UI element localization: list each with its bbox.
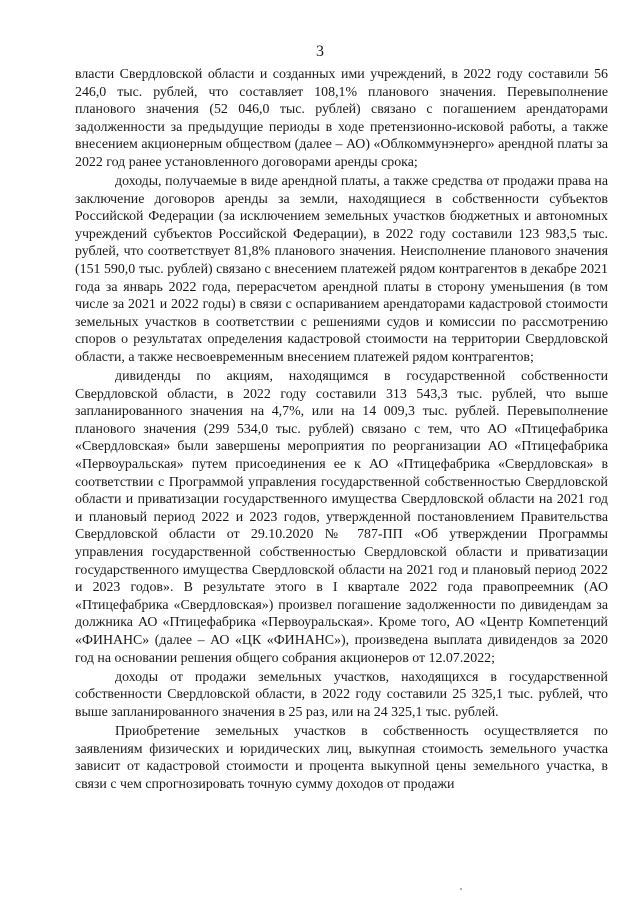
- paragraph-land-sales: доходы от продажи земельных участков, находящихся в государственной собственности Свердловской области, в 2022 году составили 25 325,1 тыс. рублей, что выше запланированного значения в 25 раз, или на 24 325,1 тыс. рублей.: [75, 669, 608, 720]
- page-number: 3: [316, 43, 324, 60]
- scan-speck: [460, 888, 462, 890]
- paragraph-land-acquisition: Приобретение земельных участков в собственность осуществляется по заявлениям физических и юридических лиц, выкупная стоимость земельного участка зависит от кадастровой стоимости и процента выкупной цены земельного участка, в связи с чем спрогнозировать точную сумму доходов от продажи: [75, 723, 608, 792]
- document-body: [75, 66, 608, 795]
- paragraph-continuation: власти Свердловской области и созданных ими учреждений, в 2022 году составили 56 246,0 тыс. рублей, что составляет 108,1% планового значения. Перевыполнение планового значения (52 046,0 тыс. рублей) связано с погашением арендаторами задолженности за предыдущие периоды в ходе претензионно-исковой работы, а также внесением акционерным обществом (далее – АО) «Облкоммунэнерго» арендной платы за 2022 год ранее установленного договорами аренды срока;: [75, 67, 608, 170]
- paragraph-dividends: дивиденды по акциям, находящимся в государственной собственности Свердловской области, в 2022 году составили 313 543,3 тыс. рублей, что выше запланированного значения на 4,7%, или на 14 009,3 тыс. рублей. Перевыполнение планового значения (299 534,0 тыс. рублей) связано с тем, что АО «Птицефабрика «Свердловская» были завершены мероприятия по реорганизации АО «Птицефабрика «Первоуральская» путем присоединения ее к АО «Птицефабрика «Свердловская» в соответствии с Программой управления государственной собственностью Свердловской области и приватизации государственного имущества Свердловской области на 2021 год и плановый период 2022 и 2023 годов, утвержденной постановлением Правительства Свердловской области от 29.10.2020 № 787-ПП «Об утверждении Программы управления государственной собственностью Свердловской области и приватизации государственного имущества Свердловской области на 2021 год и плановый период 2022 и 2023 годов». В результате этого в I квартале 2022 года правопреемник (АО «Птицефабрика «Свердловская») произвел погашение задолженности по дивидендам за должника АО «Птицефабрика «Первоуральская». Кроме того, АО «Центр Компетенций «ФИНАНС» (далее – АО «ЦК «ФИНАНС»), произведена выплата дивидендов за 2020 год на основании решения общего собрания акционеров от 12.07.2022;: [75, 369, 608, 666]
- paragraph-land-lease: доходы, получаемые в виде арендной платы, а также средства от продажи права на заключение договоров аренды за земли, находящиеся в собственности субъектов Российской Федерации (за исключением земельных участков бюджетных и автономных учреждений субъектов Российской Федерации), в 2022 году составили 123 983,5 тыс. рублей, что соответствует 81,8% планового значения. Неисполнение планового значения (151 590,0 тыс. рублей) связано с внесением платежей рядом контрагентов в декабре 2021 года за январь 2022 года, перерасчетом арендной платы в сторону уменьшения (в том числе за 2021 и 2022 годы) в связи с оспариванием арендаторами кадастровой стоимости земельных участков в соответствии с решениями судов и комиссии по рассмотрению споров о результатах определения кадастровой стоимости на территории Свердловской области, а также несвоевременным внесением платежей рядом контрагентов;: [75, 174, 608, 365]
